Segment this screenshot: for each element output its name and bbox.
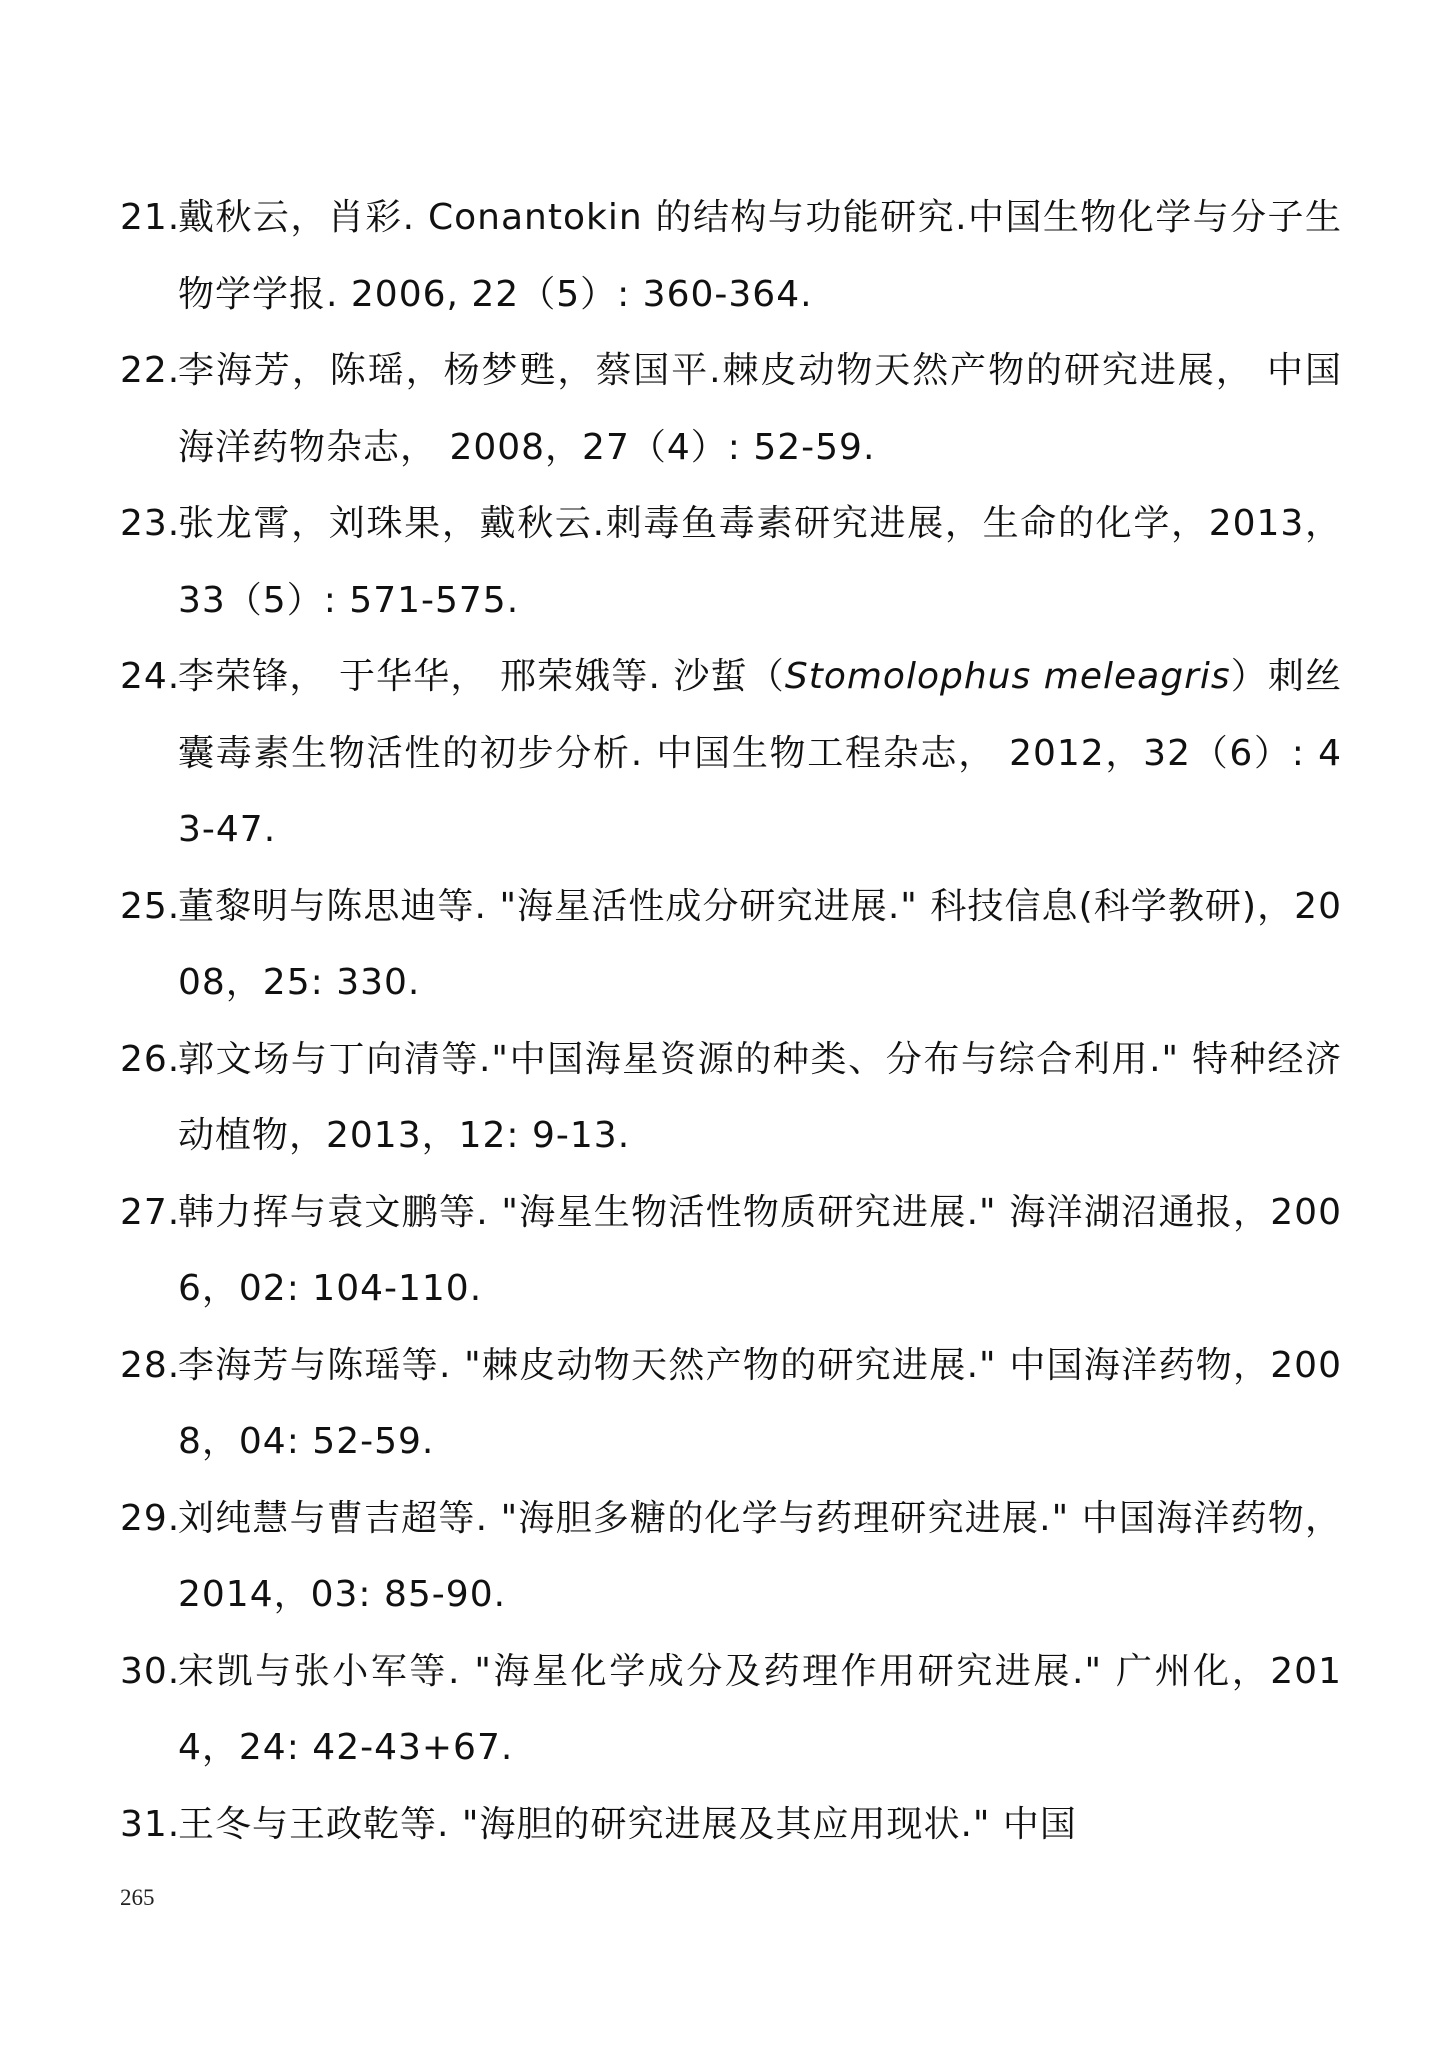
reference-number: 21. [120,197,181,238]
reference-list [120,180,1342,1863]
reference-number: 28. [120,1344,181,1386]
reference-item-24 [120,639,1342,869]
reference-item-21 [120,180,1342,333]
reference-item-26 [120,1022,1342,1175]
reference-number: 24. [120,656,181,697]
reference-text-part: ）刺丝囊毒素生物活性的初步分析. 中国生物工程杂志， 2012，32（6）: 43-47. [178,656,1342,850]
reference-number: 30. [120,1650,181,1692]
reference-number: 27. [120,1191,181,1233]
reference-number: 26. [120,1038,181,1080]
page-number: 265 [120,1885,155,1910]
reference-number: 25. [120,885,181,927]
reference-text [178,639,1342,869]
reference-item-31 [120,1787,1342,1863]
reference-text: 王冬与王政乾等. "海胆的研究进展及其应用现状." 中国 [178,1803,1077,1845]
species-name-italic: Stomolophus meleagris [784,656,1231,697]
reference-text: 宋凯与张小军等. "海星化学成分及药理作用研究进展." 广州化，2014，24: 42-43+67. [178,1650,1342,1768]
reference-number: 22. [120,350,181,391]
reference-text: 李海芳与陈瑶等. "棘皮动物天然产物的研究进展." 中国海洋药物，2008，04: 52-59. [178,1344,1342,1462]
reference-item-23 [120,486,1342,639]
reference-number: 31. [120,1803,181,1845]
reference-item-29 [120,1481,1342,1634]
reference-text: 董黎明与陈思迪等. "海星活性成分研究进展." 科技信息(科学教研)，2008，25: 330. [178,885,1342,1003]
reference-item-30 [120,1634,1342,1787]
reference-number: 23. [120,503,181,544]
reference-text: 张龙霄，刘珠果，戴秋云.刺毒鱼毒素研究进展，生命的化学，2013，33（5）: 571-575. [178,503,1342,621]
reference-text: 戴秋云，肖彩. Conantokin 的结构与功能研究.中国生物化学与分子生物学学报. 2006, 22（5）: 360-364. [178,197,1342,315]
reference-item-28 [120,1328,1342,1481]
reference-text: 刘纯慧与曹吉超等. "海胆多糖的化学与药理研究进展." 中国海洋药物，2014，03: 85-90. [178,1497,1342,1615]
reference-number: 29. [120,1497,181,1539]
reference-text: 郭文场与丁向清等."中国海星资源的种类、分布与综合利用." 特种经济动植物，2013，12: 9-13. [178,1038,1342,1156]
reference-text: 韩力挥与袁文鹏等. "海星生物活性物质研究进展." 海洋湖沼通报，2006，02: 104-110. [178,1191,1342,1309]
reference-item-22 [120,333,1342,486]
reference-text: 李海芳，陈瑶，杨梦甦，蔡国平.棘皮动物天然产物的研究进展， 中国海洋药物杂志， 2008，27（4）: 52-59. [178,350,1342,468]
reference-item-27 [120,1175,1342,1328]
reference-item-25 [120,869,1342,1022]
reference-text-part: 李荣锋， 于华华， 邢荣娥等. 沙蜇（ [178,656,785,697]
